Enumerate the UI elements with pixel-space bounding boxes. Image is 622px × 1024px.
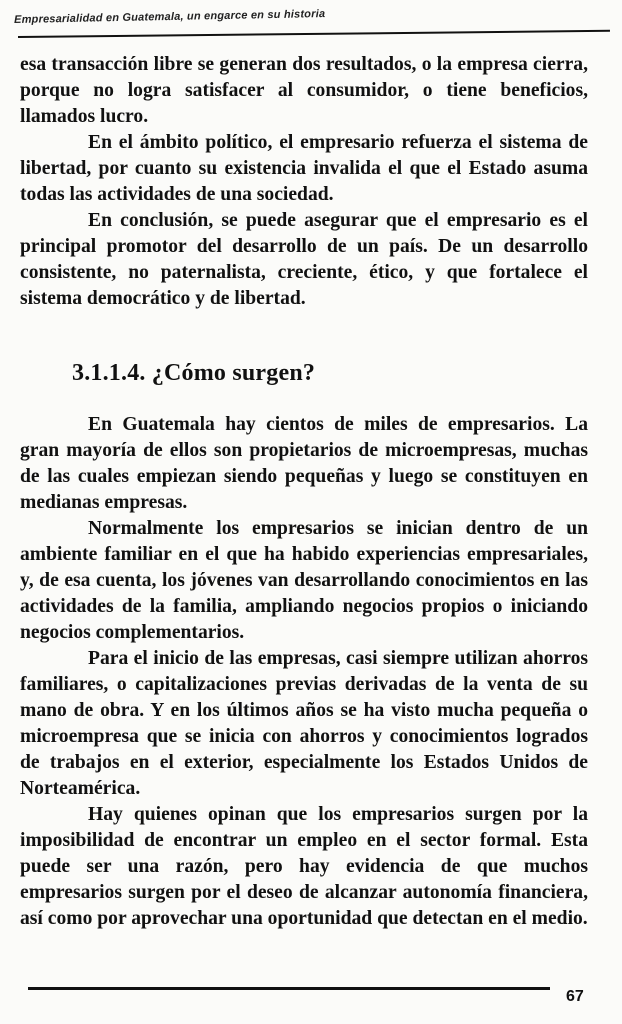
paragraph: Para el inicio de las empresas, casi siempre utilizan ahorros familiares, o capitalizaciones previas derivadas de la venta de su mano de obra. Y en los últimos años se ha visto mucha pequeña o microempresa que se inicia con ahorros y conocimientos logrados de trabajos en el exterior, especialmente los Estados Unidos de Norteamérica. — [20, 648, 588, 799]
running-header: Empresarialidad en Guatemala, un engarce en su historia — [14, 8, 326, 26]
paragraph: Normalmente los empresarios se inician dentro de un ambiente familiar en el que ha habido experiencias empresariales, y, de esa cuenta, los jóvenes van desarrollando conocimientos en las actividades de la familia, ampliando negocios propios o iniciando negocios complementarios. — [20, 518, 588, 643]
paragraph: En el ámbito político, el empresario refuerza el sistema de libertad, por cuanto su existencia invalida el que el Estado asuma todas las actividades de una sociedad. — [20, 132, 588, 205]
footer-rule — [28, 987, 550, 990]
page-body — [20, 52, 588, 932]
paragraph: En conclusión, se puede asegurar que el empresario es el principal promotor del desarrollo de un país. De un desarrollo consistente, no paternalista, creciente, ético, y que fortalece el sistema democrático y de libertad. — [20, 210, 588, 309]
paragraph: esa transacción libre se generan dos resultados, o la empresa cierra, porque no logra satisfacer al consumidor, o tiene beneficios, llamados lucro. — [20, 54, 588, 127]
section-heading: 3.1.1.4. ¿Cómo surgen? — [72, 360, 316, 386]
page-number: 67 — [566, 988, 584, 1005]
header-rule — [18, 30, 610, 38]
paragraph: Hay quienes opinan que los empresarios surgen por la imposibilidad de encontrar un empleo en el sector formal. Esta puede ser una razón, pero hay evidencia de que muchos empresarios surgen por el deseo de alcanzar autonomía financiera, así como por aprovechar una oportunidad que detectan en el medio. — [20, 804, 588, 929]
paragraph: En Guatemala hay cientos de miles de empresarios. La gran mayoría de ellos son propietarios de microempresas, muchas de las cuales empiezan siendo pequeñas y luego se constituyen en medianas empresas. — [20, 414, 588, 513]
